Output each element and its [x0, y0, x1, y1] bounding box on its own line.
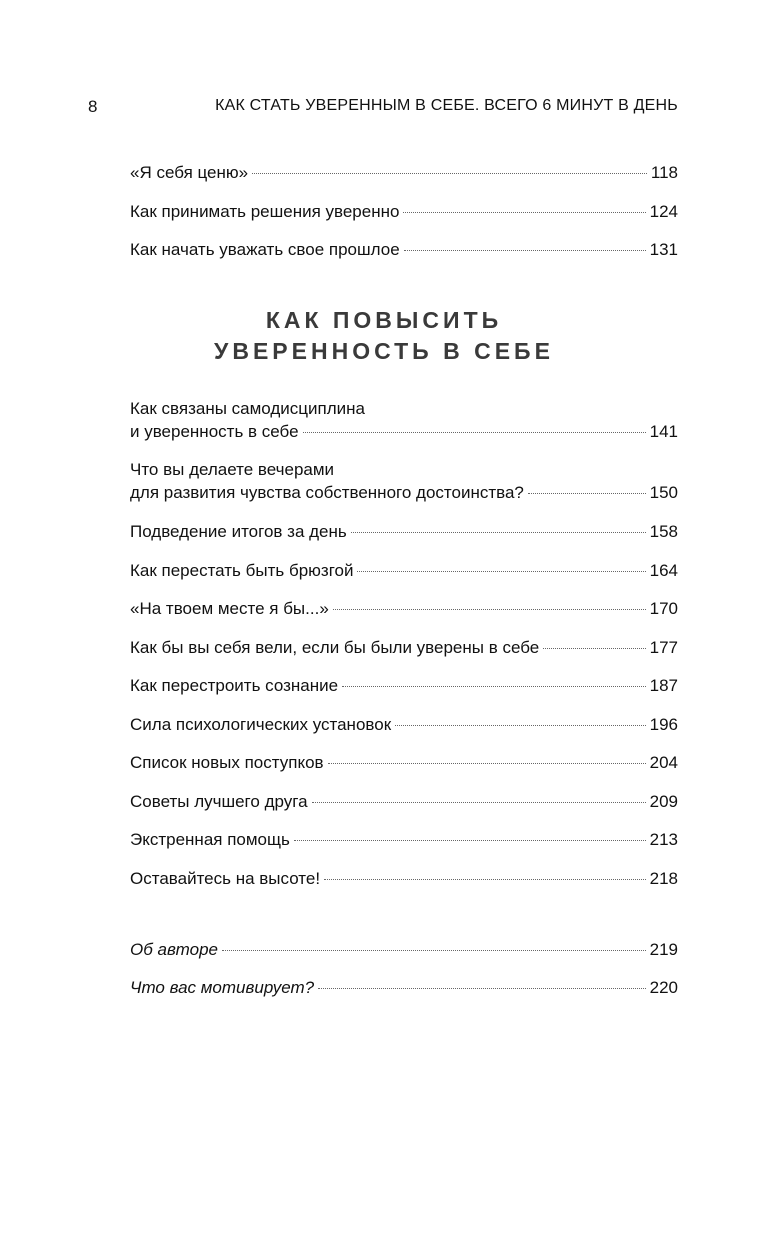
toc-entry — [130, 828, 678, 851]
dot-leader — [222, 950, 646, 951]
dot-leader — [357, 571, 645, 572]
toc-entry-title: Как перестать быть брюзгой — [130, 561, 354, 580]
toc-entry-page: 209 — [649, 792, 678, 811]
toc-entry-page: 218 — [649, 869, 678, 888]
toc-entry-page: 158 — [649, 522, 678, 541]
toc-entry — [130, 751, 678, 774]
toc-entry-page: 219 — [649, 940, 678, 959]
toc-entry-title: Как начать уважать свое прошлое — [130, 240, 400, 259]
toc-entry-page: 187 — [649, 676, 678, 695]
dot-leader — [395, 725, 645, 726]
toc-entry — [130, 559, 678, 582]
dot-leader — [351, 532, 646, 533]
dot-leader — [543, 648, 645, 649]
toc-entry — [130, 597, 678, 620]
section-heading-line2: УВЕРЕННОСТЬ В СЕБЕ — [214, 338, 554, 364]
toc-entry — [130, 713, 678, 736]
toc-entry — [130, 200, 678, 223]
toc-entry-page: 170 — [649, 599, 678, 618]
toc-entry-page: 204 — [649, 753, 678, 772]
toc-entry-page: 213 — [649, 830, 678, 849]
toc-entry-title: и уверенность в себе — [130, 422, 299, 441]
toc-entry — [130, 674, 678, 697]
dot-leader — [324, 879, 646, 880]
toc-entry — [130, 458, 678, 504]
dot-leader — [404, 250, 646, 251]
toc-entry — [130, 238, 678, 261]
toc-entry — [130, 520, 678, 543]
toc-entry — [130, 397, 678, 443]
dot-leader — [333, 609, 646, 610]
dot-leader — [342, 686, 646, 687]
toc-entry-page: 150 — [649, 483, 678, 502]
toc-entry-page: 118 — [650, 163, 678, 182]
toc-entry-title: Как перестроить сознание — [130, 676, 339, 695]
dot-leader — [252, 173, 647, 174]
toc-entry-title: Об авторе — [130, 940, 218, 959]
toc-entry-page: 131 — [649, 240, 678, 259]
dot-leader — [294, 840, 646, 841]
toc-entry-title: Список новых поступков — [130, 753, 324, 772]
section-heading — [0, 305, 768, 367]
toc-entry-title: «Я себя ценю» — [130, 163, 249, 182]
dot-leader — [318, 988, 646, 989]
toc-entry — [130, 636, 678, 659]
toc-entry — [130, 161, 678, 184]
toc-entry-title: Советы лучшего друга — [130, 792, 308, 811]
toc-entry-title: Сила психологических установок — [130, 715, 392, 734]
toc-entry-title: для развития чувства собственного достоинства? — [130, 483, 524, 502]
toc-entry-title: «На твоем месте я бы...» — [130, 599, 329, 618]
toc-entry-title-line1: Что вы делаете вечерами — [130, 460, 335, 479]
toc-entry — [130, 976, 678, 999]
toc-entry-page: 141 — [649, 422, 678, 441]
toc-entry-title: Как принимать решения уверенно — [130, 202, 400, 221]
toc-entry-title: Подведение итогов за день — [130, 522, 347, 541]
toc-entry-page: 196 — [649, 715, 678, 734]
toc-entry — [130, 790, 678, 813]
toc-entry — [130, 867, 678, 890]
section-heading-line1: КАК ПОВЫСИТЬ — [265, 307, 503, 333]
toc-entry-page: 124 — [649, 202, 678, 221]
toc-entry-title: Экстренная помощь — [130, 830, 290, 849]
page-number: 8 — [88, 97, 98, 116]
dot-leader — [403, 212, 645, 213]
dot-leader — [303, 432, 646, 433]
toc-entry-page: 177 — [649, 638, 678, 657]
toc-entry — [130, 938, 678, 961]
toc-entry-page: 164 — [649, 561, 678, 580]
dot-leader — [328, 763, 646, 764]
toc-entry-title: Что вас мотивирует? — [130, 978, 315, 997]
toc-entry-title: Как бы вы себя вели, если бы были уверены в себе — [130, 638, 540, 657]
dot-leader — [312, 802, 646, 803]
running-head: КАК СТАТЬ УВЕРЕННЫМ В СЕБЕ. ВСЕГО 6 МИНУТ В ДЕНЬ — [215, 97, 678, 114]
toc-entry-page: 220 — [649, 978, 678, 997]
toc-entry-title-line1: Как связаны самодисциплина — [130, 399, 365, 418]
toc-entry-title: Оставайтесь на высоте! — [130, 869, 321, 888]
dot-leader — [528, 493, 646, 494]
